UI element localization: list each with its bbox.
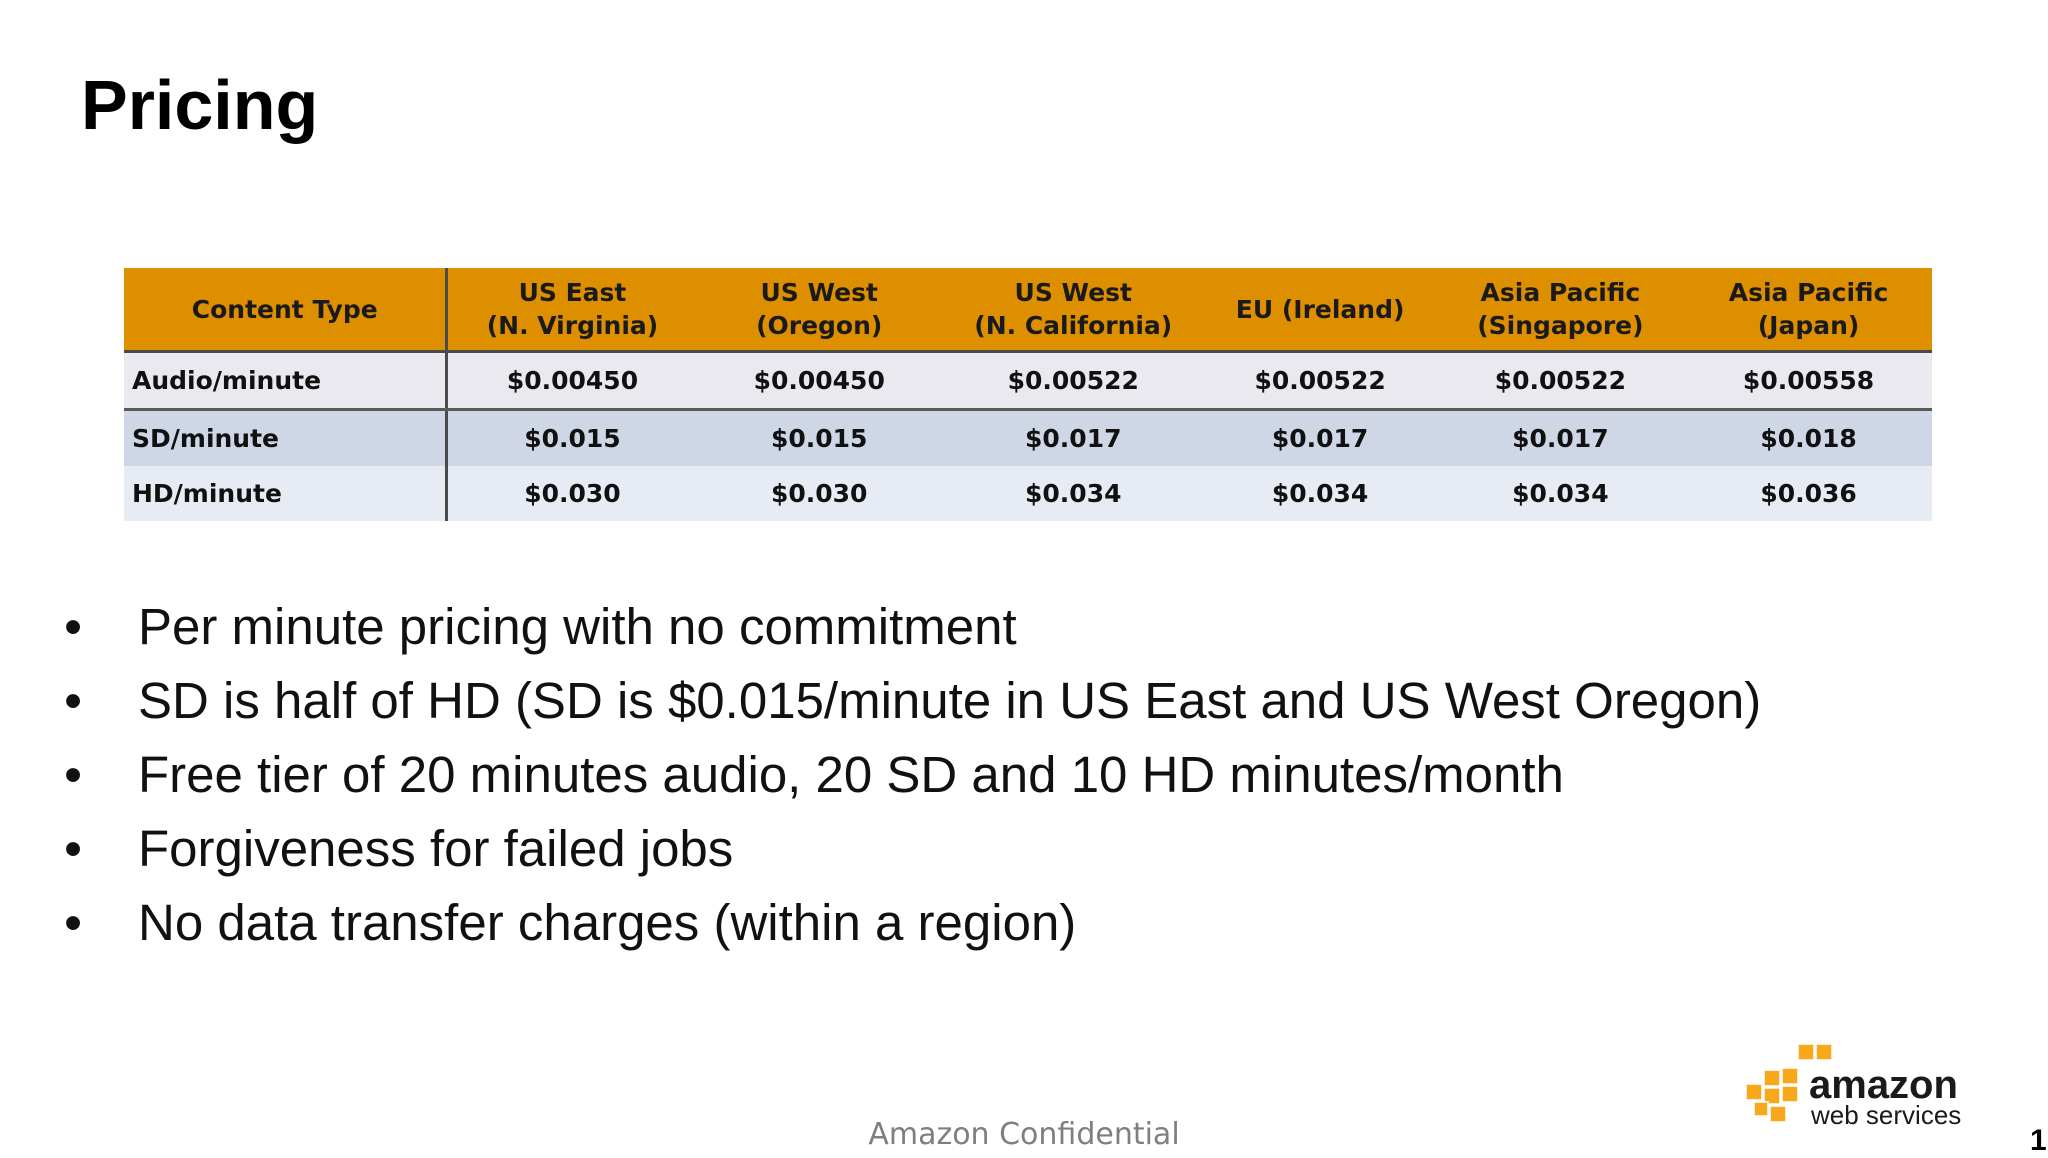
- price-cell: $0.00450: [447, 352, 696, 410]
- price-cell: $0.00450: [696, 352, 942, 410]
- bullet-text: SD is half of HD (SD is $0.015/minute in US East and US West Oregon): [138, 672, 1762, 729]
- column-header-text: Content Type: [191, 294, 378, 324]
- table-row: [124, 410, 1932, 467]
- bullet-text: Free tier of 20 minutes audio, 20 SD and 10 HD minutes/month: [138, 746, 1564, 803]
- column-header-subtext: (N. California): [974, 311, 1173, 340]
- column-header: [1685, 268, 1932, 352]
- bullet-marker: •: [64, 746, 82, 803]
- column-header-text: US East: [518, 278, 627, 307]
- aws-logo: [1742, 1040, 1982, 1135]
- bullet-text: Per minute pricing with no commitment: [138, 598, 1017, 655]
- price-cell: $0.00522: [942, 352, 1205, 410]
- bullet-marker: •: [64, 672, 82, 729]
- bullet-item: [58, 812, 1761, 886]
- column-header: [696, 268, 942, 352]
- column-header-subtext: (N. Virginia): [486, 311, 659, 340]
- confidential-footer: Amazon Confidential: [868, 1117, 1180, 1152]
- table-row: [124, 466, 1932, 521]
- column-header-text: EU (Ireland): [1235, 294, 1405, 324]
- bullet-text: Forgiveness for failed jobs: [138, 820, 734, 877]
- column-header-text: US West: [1014, 278, 1132, 307]
- bullet-text: No data transfer charges (within a region): [138, 894, 1077, 951]
- price-cell: $0.00522: [1205, 352, 1436, 410]
- row-label: HD/minute: [124, 466, 447, 521]
- price-cell: $0.018: [1685, 410, 1932, 467]
- bullet-marker: •: [64, 598, 82, 655]
- bullet-item: [58, 590, 1761, 664]
- price-cell: $0.017: [942, 410, 1205, 467]
- column-header: [447, 268, 696, 352]
- bullet-item: [58, 738, 1761, 812]
- price-cell: $0.015: [696, 410, 942, 467]
- price-cell: $0.034: [1436, 466, 1685, 521]
- bullet-list: [58, 590, 1761, 960]
- price-cell: $0.036: [1685, 466, 1932, 521]
- pricing-table: [124, 268, 1932, 521]
- column-header-text: Asia Pacific (Japan): [1728, 278, 1889, 340]
- page-number: 1: [2030, 1124, 2047, 1157]
- bullet-item: [58, 664, 1761, 738]
- price-cell: $0.030: [447, 466, 696, 521]
- row-label: Audio/minute: [124, 352, 447, 410]
- price-cell: $0.017: [1436, 410, 1685, 467]
- column-header: [124, 268, 447, 352]
- logo-subtext: web services: [1811, 1100, 1962, 1130]
- price-cell: $0.030: [696, 466, 942, 521]
- price-cell: $0.034: [942, 466, 1205, 521]
- row-label: SD/minute: [124, 410, 447, 467]
- column-header-text: US West (Oregon): [756, 278, 883, 340]
- price-cell: $0.00558: [1685, 352, 1932, 410]
- logo-wordmark: amazon: [1809, 1063, 1958, 1107]
- aws-cubes-icon: [1742, 1040, 1982, 1135]
- bullet-marker: •: [64, 820, 82, 877]
- column-header: [1436, 268, 1685, 352]
- table-header-row: [124, 268, 1932, 352]
- column-header: [942, 268, 1205, 352]
- price-cell: $0.034: [1205, 466, 1436, 521]
- bullet-marker: •: [64, 894, 82, 951]
- price-cell: $0.015: [447, 410, 696, 467]
- price-cell: $0.017: [1205, 410, 1436, 467]
- bullet-item: [58, 886, 1761, 960]
- column-header-subtext: (Singapore): [1477, 311, 1644, 340]
- column-header: [1205, 268, 1436, 352]
- column-header-text: Asia Pacific: [1480, 278, 1641, 307]
- table-row: [124, 352, 1932, 410]
- slide-title: Pricing: [81, 66, 319, 144]
- price-cell: $0.00522: [1436, 352, 1685, 410]
